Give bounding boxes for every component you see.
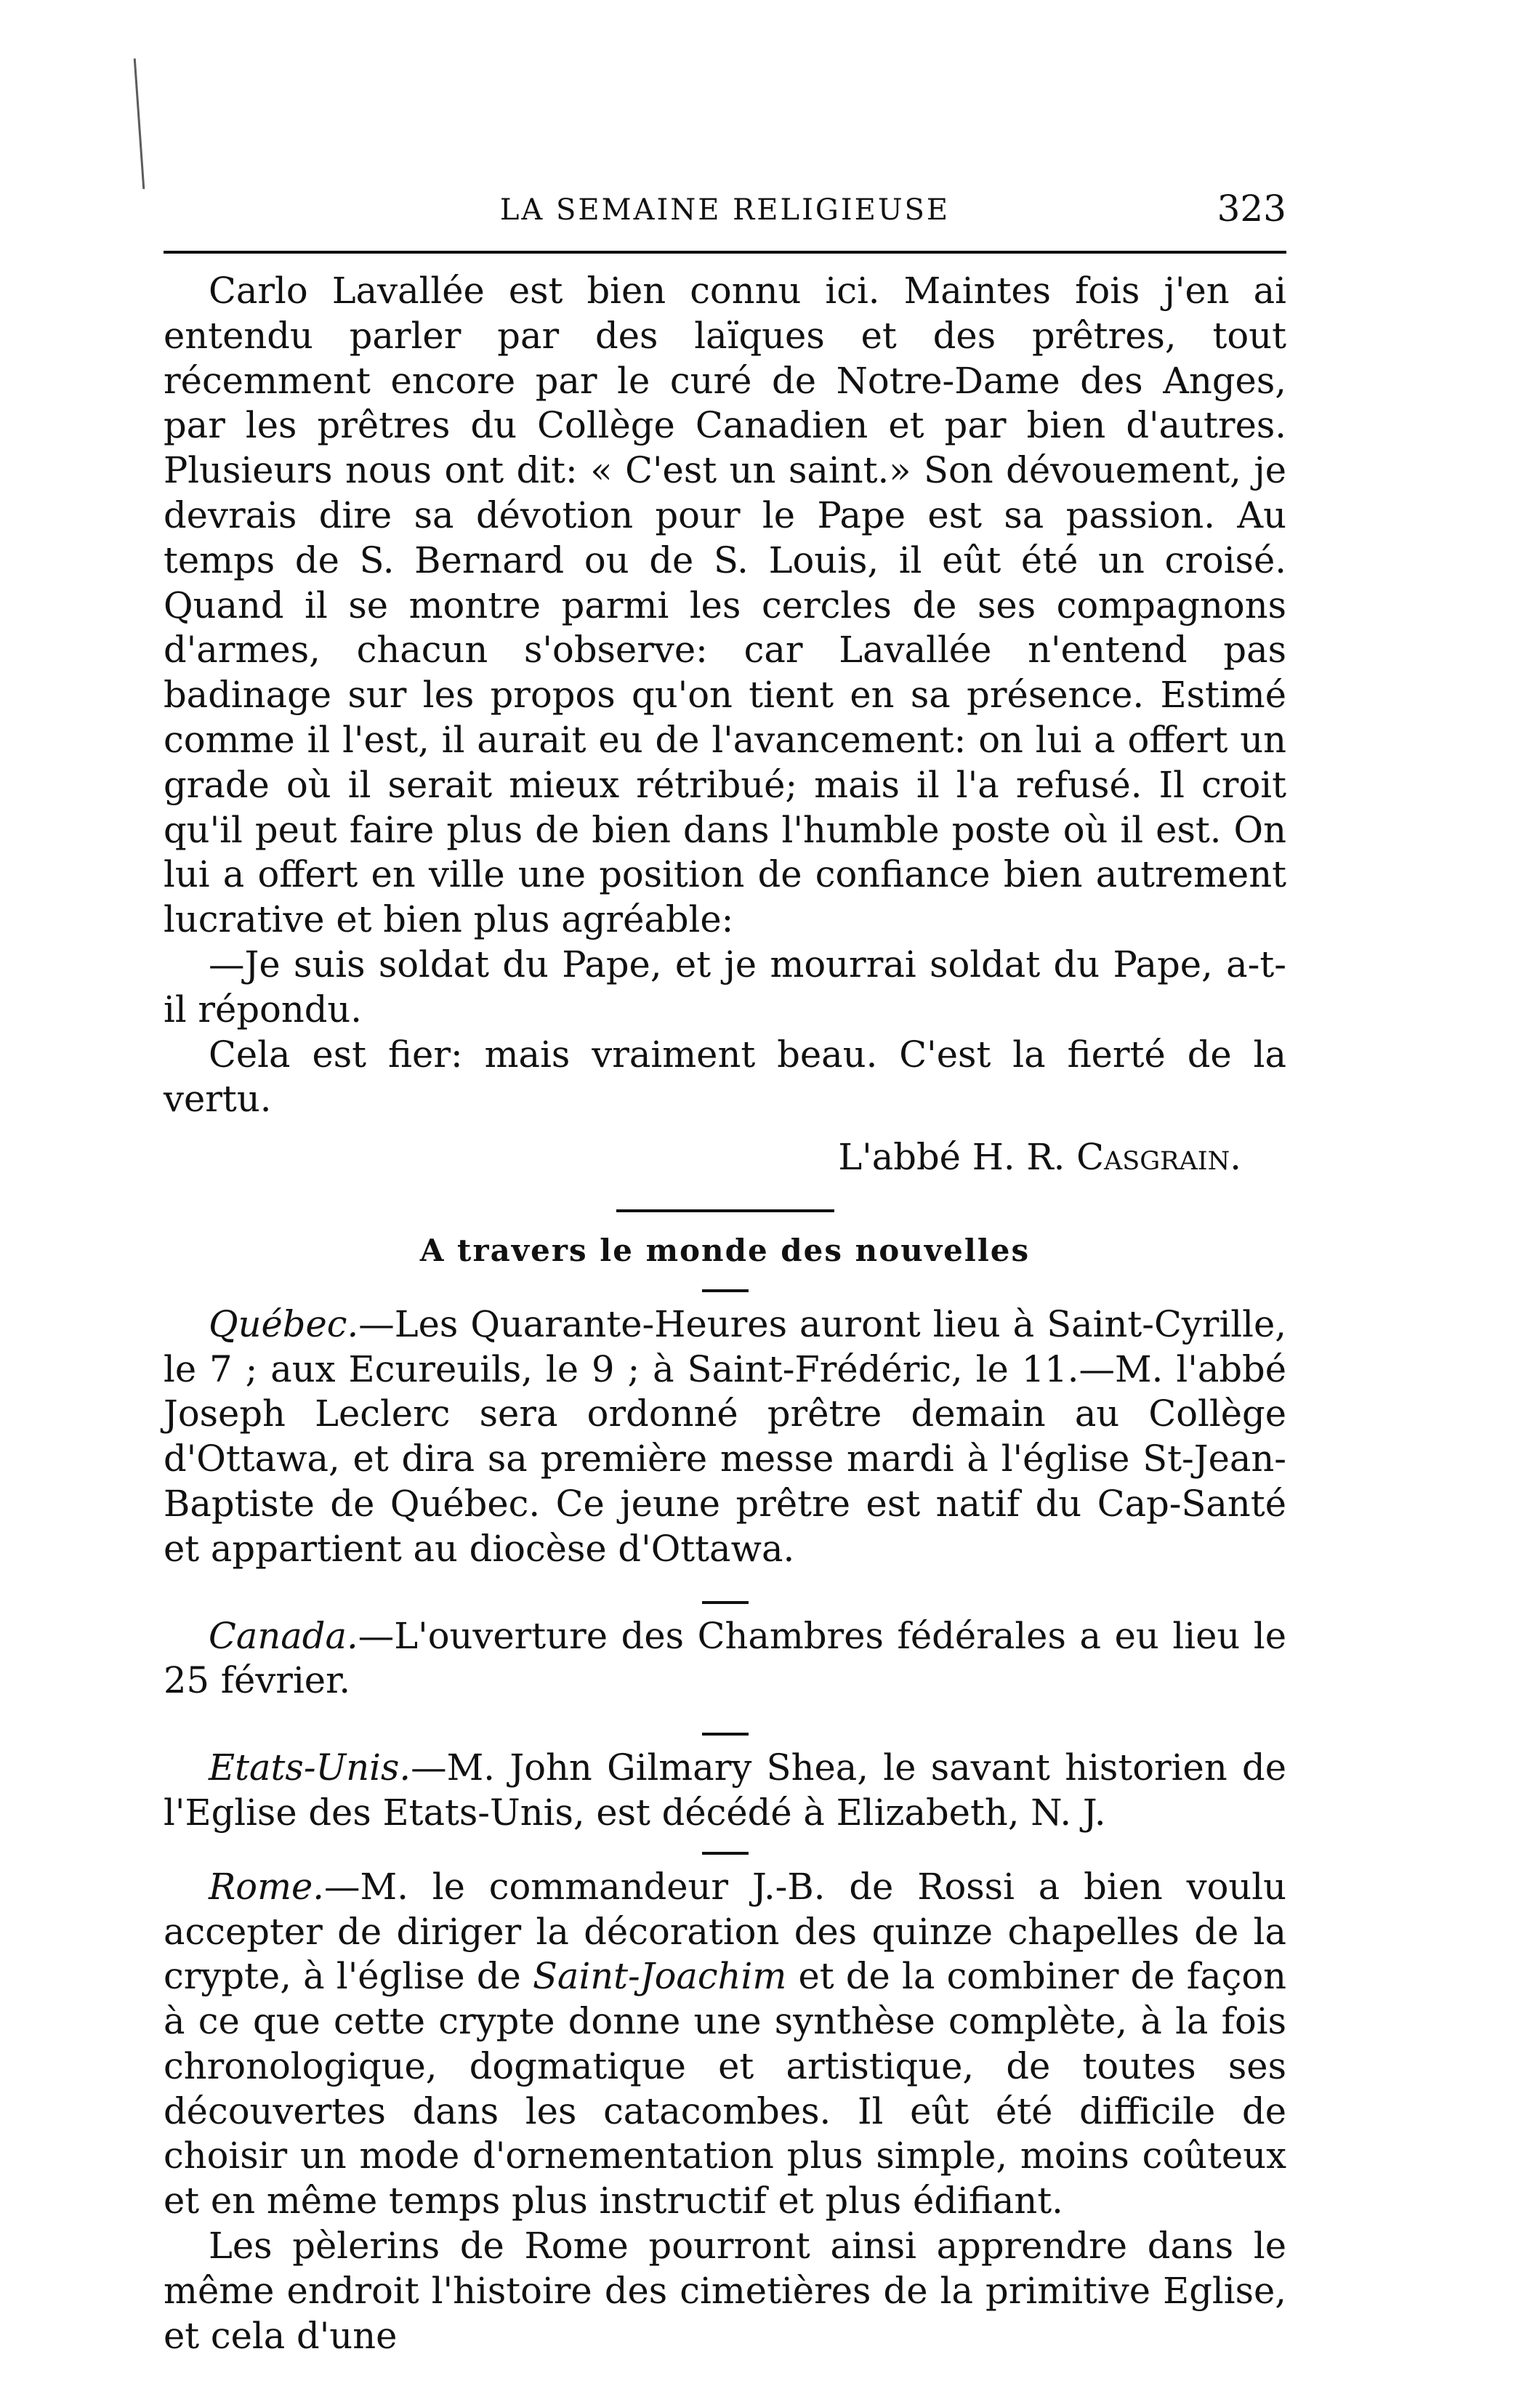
item-separator xyxy=(702,1601,749,1604)
news-item xyxy=(164,1865,1286,2224)
news-item-place: Québec. xyxy=(209,1302,359,1345)
news-item-place: Rome. xyxy=(209,1865,325,1908)
signature-prefix: L'abbé H. R. xyxy=(838,1136,1077,1179)
article-paragraph: —Je suis soldat du Pape, et je mourrai soldat du Pape, a-t-il répondu. xyxy=(164,943,1286,1031)
news-item-church-name: Saint-Joachim xyxy=(533,1955,787,1998)
news-item-text: et de la combiner de façon à ce que cette crypte donne une synthèse complète, à la fois chronologique, dogmatique et artistique, de toutes ses découvertes dans les catacombes. Il eût été difficile de choisir un mode d'ornementation plus simple, moins coûteux et en même temps plus instructif et plus édifiant. xyxy=(164,1955,1287,2222)
article-signature xyxy=(164,1135,1286,1180)
news-item-place: Canada. xyxy=(209,1614,358,1657)
item-separator xyxy=(702,1289,749,1292)
margin-ink-mark xyxy=(134,58,151,189)
news-item-text: —M. le commandeur J.-B. de Rossi a bien voulu accepter de diriger la décoration des quinze chapelles de la crypte, à l'église de xyxy=(164,1865,1286,1998)
news-item xyxy=(164,1746,1286,1836)
page-body xyxy=(164,269,1286,2358)
page-number: 323 xyxy=(1217,188,1286,230)
article-paragraph: Cela est fier: mais vraiment beau. C'est la fierté de la vertu. xyxy=(164,1033,1286,1121)
article-paragraph: Carlo Lavallée est bien connu ici. Maintes fois j'en ai entendu parler par des laïques et des prêtres, tout récemment encore par le curé de Notre-Dame des Anges, par les prêtres du Collège Canadien et par bien d'autres. Plusieurs nous ont dit: « C'est un saint.» Son dévouement, je devrais dire sa dévotion pour le Pape est sa passion. Au temps de S. Bernard ou de S. Louis, il eût été un croisé. Quand il se montre parmi les cercles de ses compagnons d'armes, chacun s'observe: car Lavallée n'entend pas badinage sur les propos qu'on tient en sa présence. Estimé comme il l'est, il aurait eu de l'avancement: on lui a offert un grade où il serait mieux rétribué; mais il l'a refusé. Il croit qu'il peut faire plus de bien dans l'humble poste où il est. On lui a offert en ville une position de confiance bien autrement lucrative et bien plus agréable: xyxy=(164,270,1286,941)
section-divider xyxy=(616,1209,834,1212)
news-item-text: —L'ouverture des Chambres fédérales a eu lieu le 25 février. xyxy=(164,1614,1286,1702)
news-paragraph: Les pèlerins de Rome pourront ainsi apprendre dans le même endroit l'histoire des cimetières de la primitive Eglise, et cela d'une xyxy=(164,2225,1286,2357)
item-separator xyxy=(702,1852,749,1855)
header-rule xyxy=(164,251,1286,254)
news-item xyxy=(164,1302,1286,1572)
running-title: LA SEMAINE RELIGIEUSE xyxy=(499,193,951,227)
page-header xyxy=(164,188,1286,231)
news-item-text: —Les Quarante-Heures auront lieu à Saint-Cyrille, le 7 ; aux Ecureuils, le 9 ; à Saint-Frédéric, le 11.—M. l'abbé Joseph Leclerc sera ordonné prêtre demain au Collège d'Ottawa, et dira sa première messe mardi à l'église St-Jean-Baptiste de Québec. Ce jeune prêtre est natif du Cap-Santé et appartient au diocèse d'Ottawa. xyxy=(164,1302,1286,1570)
news-item xyxy=(164,1614,1286,1704)
item-separator xyxy=(702,1733,749,1736)
news-item-text: —M. John Gilmary Shea, le savant historien de l'Eglise des Etats-Unis, est décédé à Elizabeth, N. J. xyxy=(164,1746,1286,1834)
news-item-place: Etats-Unis. xyxy=(209,1746,411,1789)
signature-name: Casgrain. xyxy=(1076,1136,1241,1179)
section-heading: A travers le monde des nouvelles xyxy=(419,1232,1031,1268)
